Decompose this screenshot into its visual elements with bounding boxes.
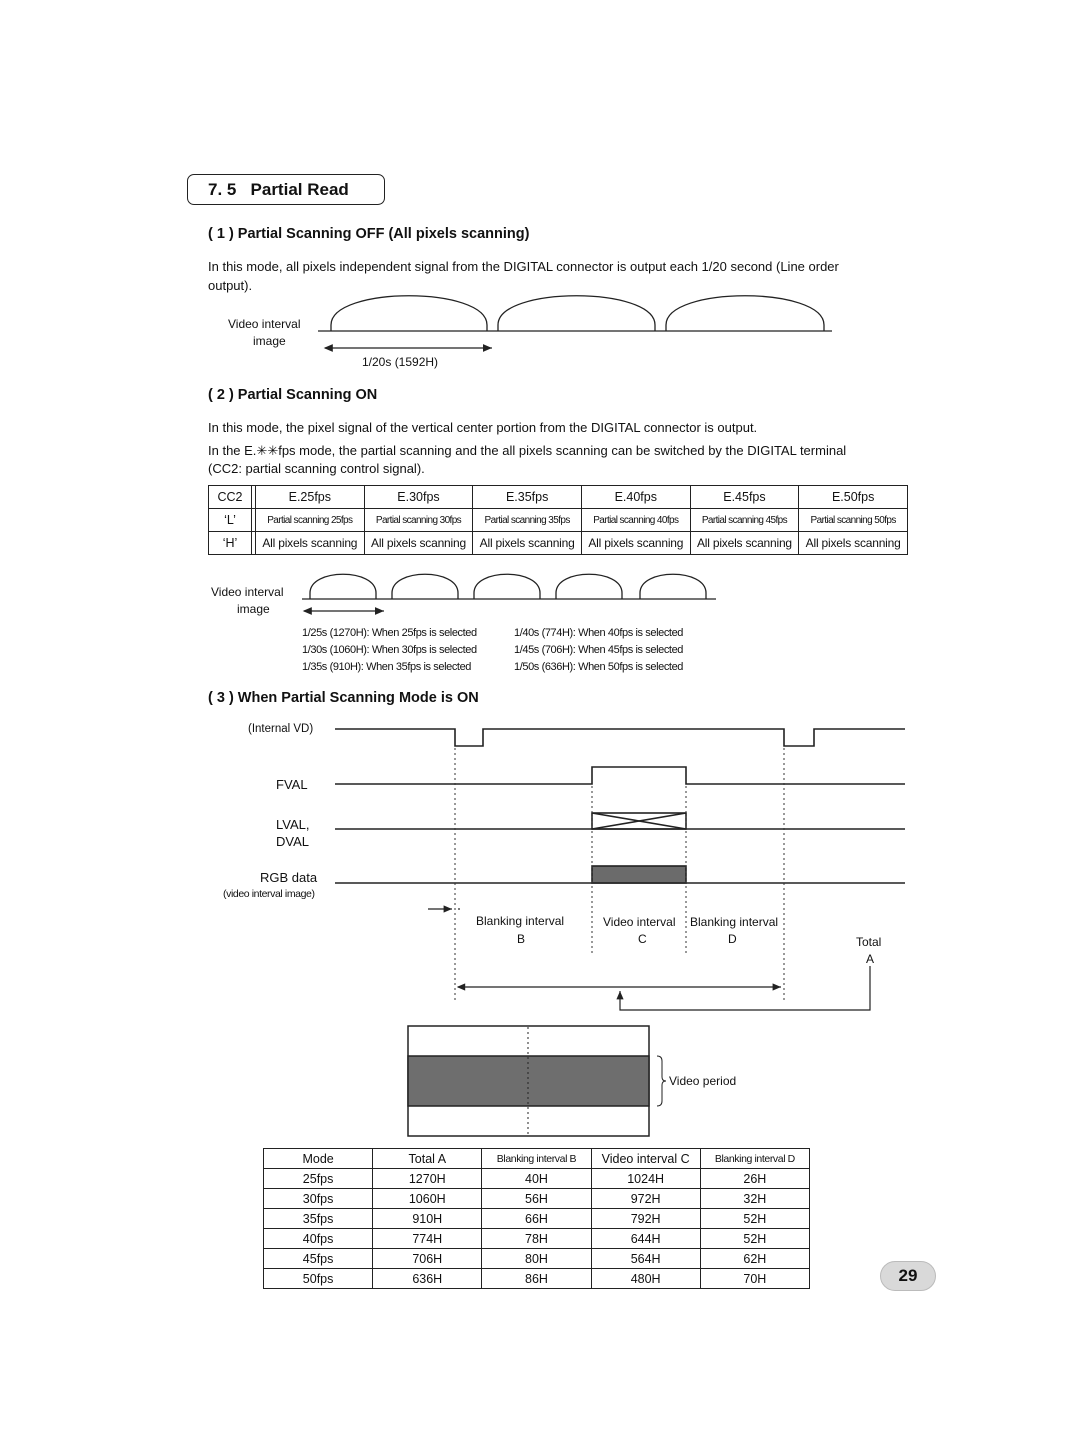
- table-cell: E.30fps: [364, 486, 473, 509]
- fps-note: 1/30s (1060H): When 30fps is selected: [302, 644, 477, 656]
- video-period-label: Video period: [669, 1074, 737, 1088]
- table-cell: Partial scanning 35fps: [473, 509, 582, 532]
- table-row: [264, 1169, 810, 1189]
- frame-arc: [498, 296, 655, 331]
- table-cell: 40H: [482, 1169, 591, 1189]
- table-cell: ‘L’: [209, 509, 252, 532]
- table-cell: CC2: [209, 486, 252, 509]
- video-period-brace: [657, 1056, 666, 1106]
- page-number: 29: [880, 1261, 936, 1291]
- table-row: [264, 1249, 810, 1269]
- rgb-data-block: [592, 866, 686, 883]
- table-cell: Partial scanning 30fps: [364, 509, 473, 532]
- blanking-interval-b-label: Blanking interval: [476, 914, 565, 928]
- table-cell: 32H: [700, 1189, 809, 1209]
- table-cell: 972H: [591, 1189, 700, 1209]
- part2-paragraph1: In this mode, the pixel signal of the vertical center portion from the DIGITAL connector is output.: [208, 420, 758, 435]
- table-cell: ‘H’: [209, 532, 252, 555]
- table-cell: 50fps: [264, 1269, 373, 1289]
- table-cell: 1060H: [373, 1189, 482, 1209]
- table-cell: All pixels scanning: [473, 532, 582, 555]
- table-cell: 66H: [482, 1209, 591, 1229]
- fval-signal: [335, 767, 905, 784]
- internal-vd-signal: [335, 729, 905, 746]
- fps-note: 1/25s (1270H): When 25fps is selected: [302, 627, 477, 639]
- table-header-cell: Total A: [373, 1149, 482, 1169]
- table-cell: 30fps: [264, 1189, 373, 1209]
- frame-arc: [331, 296, 487, 331]
- table-cell: 40fps: [264, 1229, 373, 1249]
- table-cell: 86H: [482, 1269, 591, 1289]
- part2-paragraph2-line2: (CC2: partial scanning control signal).: [208, 461, 425, 476]
- section-title: 7. 5 Partial Read: [208, 180, 349, 199]
- fps-note: 1/50s (636H): When 50fps is selected: [514, 661, 684, 673]
- table-cell: E.25fps: [256, 486, 365, 509]
- fps-notes-right: [514, 625, 683, 676]
- frame-diagram: [408, 1026, 666, 1136]
- fval-label: FVAL: [276, 777, 308, 792]
- video-interval-c-label: Video interval: [603, 915, 676, 929]
- dval-label: DVAL: [276, 834, 309, 849]
- table-cell: 774H: [373, 1229, 482, 1249]
- table-cell: 35fps: [264, 1209, 373, 1229]
- frame-arc: [474, 574, 540, 599]
- table-cell: E.45fps: [690, 486, 799, 509]
- table-cell: 70H: [700, 1269, 809, 1289]
- table-cell: 45fps: [264, 1249, 373, 1269]
- table-cell: Partial scanning 40fps: [581, 509, 690, 532]
- part1-label-video-interval: Video interval: [228, 317, 301, 331]
- table-cell: 26H: [700, 1169, 809, 1189]
- table-cell: All pixels scanning: [799, 532, 908, 555]
- part3-timing-diagram: [335, 729, 905, 883]
- total-label: Total: [856, 935, 882, 949]
- part1-heading: ( 1 ) Partial Scanning OFF (All pixels scanning): [208, 226, 530, 242]
- part1-paragraph-line1: In this mode, all pixels independent signal from the DIGITAL connector is output each 1/20 second (Line order: [208, 259, 839, 274]
- table-cell: 56H: [482, 1189, 591, 1209]
- fps-notes-left: [302, 625, 477, 676]
- table-cell: 62H: [700, 1249, 809, 1269]
- part3-heading: ( 3 ) When Partial Scanning Mode is ON: [208, 690, 479, 706]
- part2-label-video-interval: Video interval: [211, 585, 284, 599]
- lval-label: LVAL,: [276, 817, 310, 832]
- part1-label-image: image: [253, 334, 286, 348]
- table-cell: 80H: [482, 1249, 591, 1269]
- fps-note: 1/40s (774H): When 40fps is selected: [514, 627, 684, 639]
- table-row: [209, 509, 908, 532]
- table-cell: All pixels scanning: [364, 532, 473, 555]
- frame-arc: [666, 296, 824, 331]
- table-row: [264, 1149, 810, 1169]
- table-cell: E.35fps: [473, 486, 582, 509]
- table-header-cell: Blanking interval D: [700, 1149, 809, 1169]
- blanking-interval-d-label: Blanking interval: [690, 915, 779, 929]
- table-cell: 1024H: [591, 1169, 700, 1189]
- part2-paragraph2-line1: In the E.✳✳fps mode, the partial scanning and the all pixels scanning can be switched by the DIGITAL terminal: [208, 443, 847, 458]
- table-row: [209, 532, 908, 555]
- table-cell: 480H: [591, 1269, 700, 1289]
- part1-paragraph-line2: output).: [208, 278, 253, 293]
- frame-arc: [640, 574, 706, 599]
- part2-video-interval-diagram: [302, 574, 716, 611]
- table-cell: 1270H: [373, 1169, 482, 1189]
- table-cell: 706H: [373, 1249, 482, 1269]
- table-cell: 52H: [700, 1229, 809, 1249]
- part1-video-interval-diagram: [318, 296, 832, 348]
- frame-arc: [310, 574, 376, 599]
- frame-arc: [556, 574, 622, 599]
- table-cell: E.40fps: [581, 486, 690, 509]
- table-cell: Partial scanning 25fps: [256, 509, 365, 532]
- table-header-cell: Mode: [264, 1149, 373, 1169]
- rgb-data-label: RGB data: [260, 870, 318, 885]
- table-cell: 52H: [700, 1209, 809, 1229]
- table-cell: 910H: [373, 1209, 482, 1229]
- table-cell: All pixels scanning: [581, 532, 690, 555]
- table-cell: All pixels scanning: [690, 532, 799, 555]
- table-row: [264, 1269, 810, 1289]
- table-cell: Partial scanning 50fps: [799, 509, 908, 532]
- part1-period-label: 1/20s (1592H): [362, 355, 439, 369]
- table-cell: 644H: [591, 1229, 700, 1249]
- table-header-cell: Blanking interval B: [482, 1149, 591, 1169]
- interval-b-letter: B: [517, 932, 526, 946]
- frame-arc: [392, 574, 458, 599]
- table-cell: E.50fps: [799, 486, 908, 509]
- table-cell: 564H: [591, 1249, 700, 1269]
- table-cell: 792H: [591, 1209, 700, 1229]
- table-cell: Partial scanning 45fps: [690, 509, 799, 532]
- mode-interval-table: [263, 1148, 810, 1289]
- total-a-leader: [620, 966, 870, 1010]
- total-a-letter: A: [866, 952, 875, 966]
- table-row: [209, 486, 908, 509]
- interval-c-letter: C: [638, 932, 647, 946]
- table-cell: 25fps: [264, 1169, 373, 1189]
- table-cell: 78H: [482, 1229, 591, 1249]
- table-row: [264, 1229, 810, 1249]
- table-row: [264, 1209, 810, 1229]
- cc2-mode-table: [208, 485, 908, 555]
- table-row: [264, 1189, 810, 1209]
- table-cell: 636H: [373, 1269, 482, 1289]
- rgb-data-sublabel: (video interval image): [223, 888, 315, 900]
- table-cell: All pixels scanning: [256, 532, 365, 555]
- table-header-cell: Video interval C: [591, 1149, 700, 1169]
- interval-d-letter: D: [728, 932, 737, 946]
- fps-note: 1/45s (706H): When 45fps is selected: [514, 644, 684, 656]
- fps-note: 1/35s (910H): When 35fps is selected: [302, 661, 472, 673]
- part2-heading: ( 2 ) Partial Scanning ON: [208, 387, 378, 403]
- part2-label-image: image: [237, 602, 270, 616]
- internal-vd-label: (Internal VD): [248, 723, 314, 735]
